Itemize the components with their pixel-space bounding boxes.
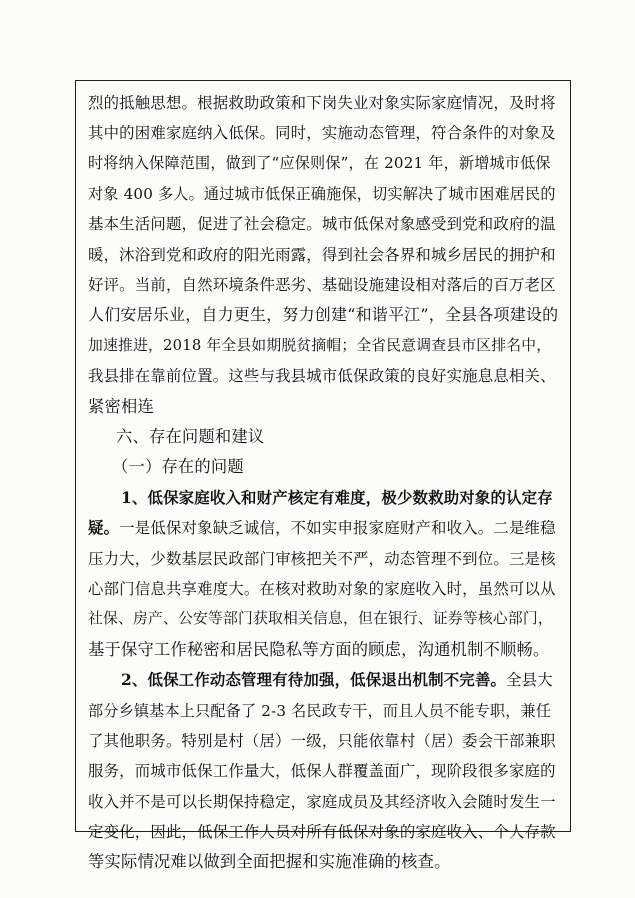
section-heading: 六、存在问题和建议: [116, 427, 265, 446]
item2-line: 收入并不是可以长期保持稳定，家庭成员及其经济收入会随时发生一: [88, 793, 556, 811]
item1-lead-bold-end: 疑。: [88, 519, 120, 537]
paragraph-line: 人们安居乐业，自力更生，努力创建“和谐平江”，全县各项建设的: [88, 305, 559, 324]
item1-line: 社保、房产、公安等部门获取相关信息，但在银行、证券等核心部门，: [88, 610, 553, 627]
paragraph-line: 紧密相连: [88, 397, 154, 416]
item1-lead-line: 1、低保家庭收入和财产核定有难度，极少数救助对象的认定存: [121, 489, 553, 507]
paragraph-line: 烈的抵触思想。根据救助政策和下岗失业对象实际家庭情况，及时将: [88, 94, 556, 112]
item2-lead-line: [121, 670, 553, 690]
paragraph-line: 暖，沐浴到党和政府的阳光雨露，得到社会各界和城乡居民的拥护和: [88, 246, 556, 264]
item1-line: 基于保守工作秘密和居民隐私等方面的顾虑，沟通机制不顺畅。: [88, 640, 550, 659]
item2-lead-rest: 全县大: [506, 671, 553, 689]
paragraph-line: 基本生活问题，促进了社会稳定。城市低保对象感受到党和政府的温: [88, 215, 556, 233]
item2-line: 部分乡镇基本上只配备了 2-3 名民政专干，而且人员不能专职，兼任: [88, 702, 552, 720]
paragraph-line: 时将纳入保障范围，做到了“应保则保”，在 2021 年，新增城市低保: [88, 154, 551, 172]
paragraph-line: 我县排在靠前位置。这些与我县城市低保政策的良好实施息息相关、: [88, 367, 556, 385]
paragraph-line: 对象 400 多人。通过城市低保正确施保，切实解决了城市困难居民的: [88, 185, 556, 203]
item2-lead-bold: 2、低保工作动态管理有待加强，低保退出机制不完善。: [121, 671, 507, 689]
item1-line: [88, 518, 556, 538]
paragraph-line: 好评。当前，自然环境条件恶劣、基础设施建设相对落后的百万老区: [88, 276, 556, 294]
item2-line: 了其他职务。特别是村（居）一级，只能依靠村（居）委会干部兼职: [88, 732, 556, 750]
item2-line: 服务，而城市低保工作量大，低保人群覆盖面广，现阶段很多家庭的: [88, 762, 556, 780]
paragraph-line: 加速推进，2018 年全县如期脱贫摘帽；全省民意调查县市区排名中，: [88, 337, 552, 354]
item2-line: 定变化，因此，低保工作人员对所有低保对象的家庭收入、个人存款: [88, 823, 556, 841]
subsection-heading: （一）存在的问题: [112, 457, 244, 476]
item1-line: 心部门信息共享难度大。在核对救助对象的家庭收入时，虽然可以从: [88, 580, 556, 598]
paragraph-line: 其中的困难家庭纳入低保。同时，实施动态管理，符合条件的对象及: [88, 124, 556, 142]
item1-line-rest: 一是低保对象缺乏诚信，不如实申报家庭财产和收入。二是维稳: [119, 519, 556, 537]
item1-line: 压力大，少数基层民政部门审核把关不严，动态管理不到位。三是核: [88, 550, 556, 568]
item2-line: 等实际情况难以做到全面把握和实施准确的核查。: [88, 852, 451, 871]
